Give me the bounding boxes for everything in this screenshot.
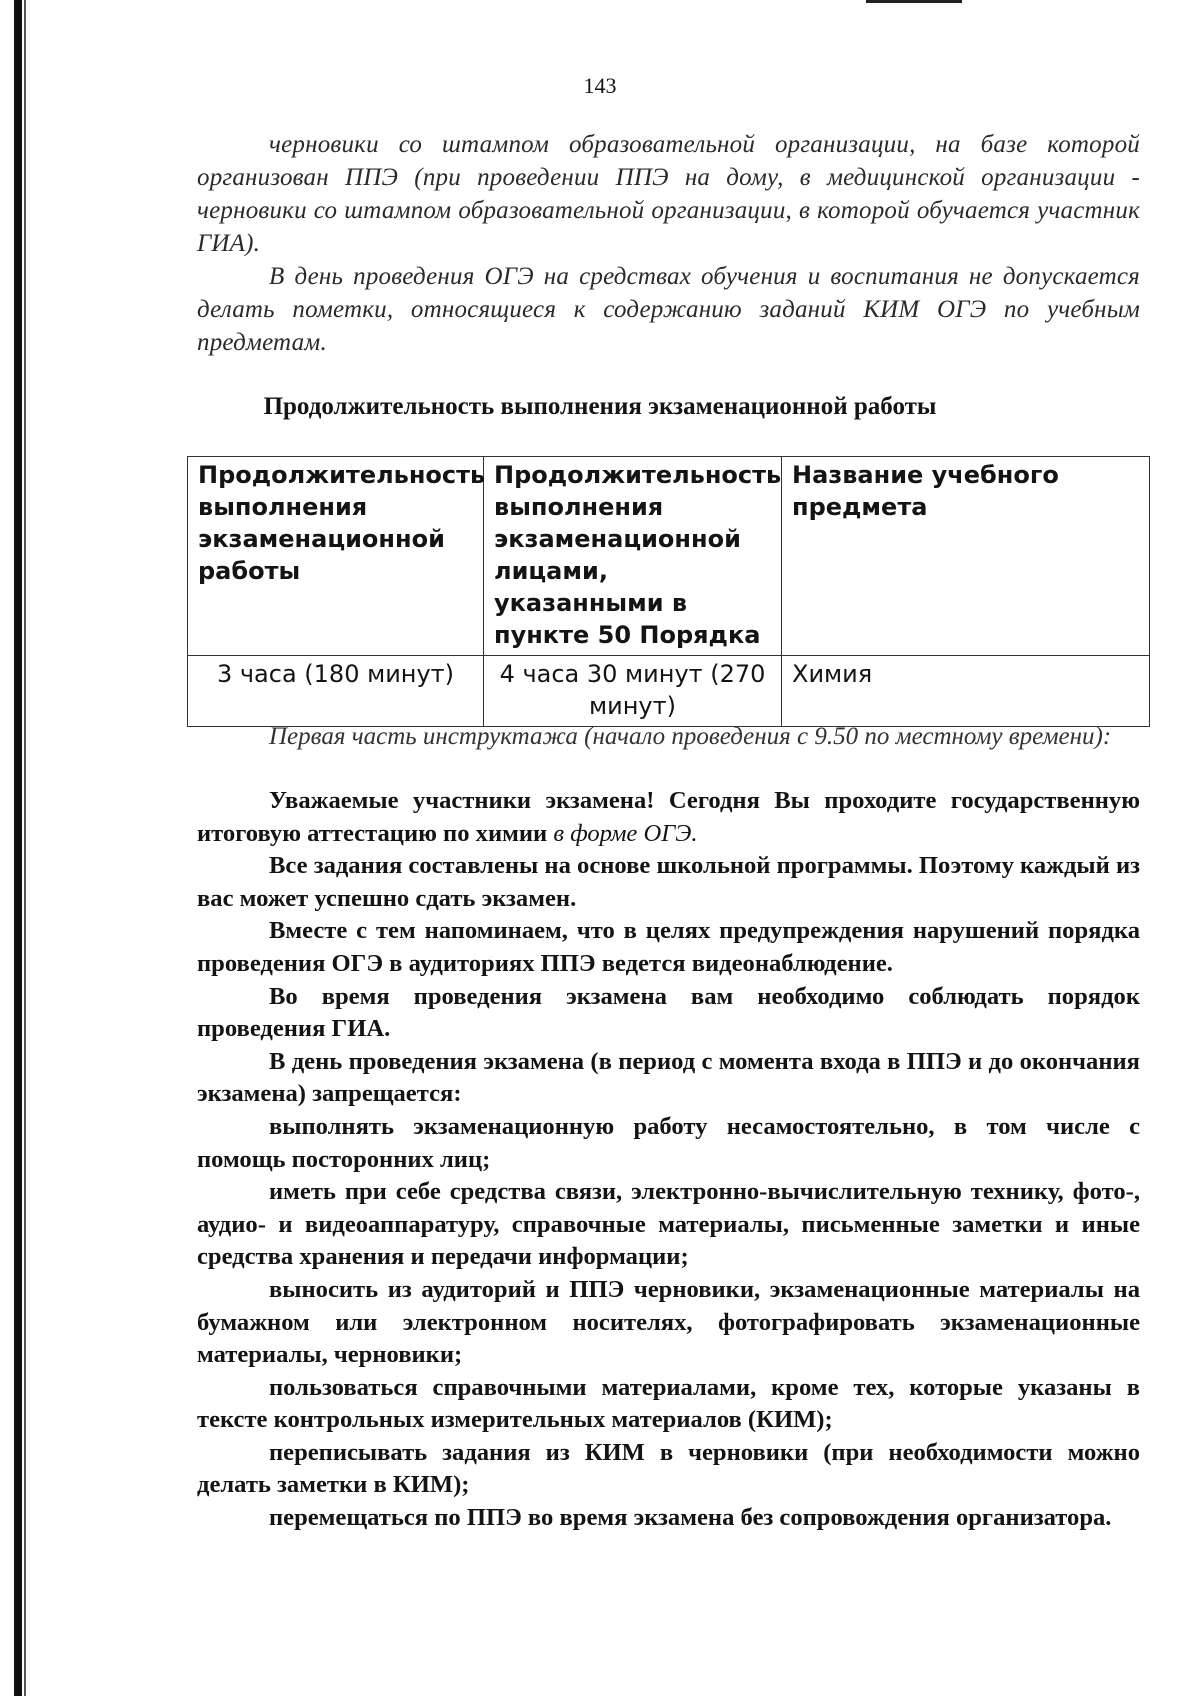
body-text <box>197 785 1140 1535</box>
body-paragraph-5: В день проведения экзамена (в период с момента входа в ППЭ и до окончания экзамена) запрещается: <box>197 1047 1140 1108</box>
rule-item-4: пользоваться справочными материалами, кроме тех, которые указаны в тексте контрольных измерительных материалов (КИМ); <box>197 1373 1140 1434</box>
scan-edge-shadow <box>14 0 22 1696</box>
page-number: 143 <box>583 73 617 98</box>
header-duration-special: Продолжительность выполнения экзаменационной лицами, указанными в пункте 50 Порядка <box>484 457 782 656</box>
body-paragraph-2: Все задания составлены на основе школьной программы. Поэтому каждый из вас может успешно сдать экзамен. <box>197 852 1140 912</box>
rule-item-6: перемещаться по ППЭ во время экзамена без сопровождения организатора. <box>269 1504 1112 1532</box>
body-paragraph-3: Вместе с тем напоминаем, что в целях предупреждения нарушений порядка проведения ОГЭ в аудиториях ППЭ ведется видеонаблюдение. <box>197 917 1140 977</box>
cell-subject: Химия <box>782 656 1150 727</box>
duration-table <box>187 456 1150 727</box>
scan-edge-line <box>24 0 26 1696</box>
rule-item-2: иметь при себе средства связи, электронно-вычислительную технику, фото-, аудио- и видеоаппаратуру, справочные материалы, письменные заметки и иные средства хранения и передачи информации; <box>197 1178 1140 1271</box>
rule-item-1: выполнять экзаменационную работу несамостоятельно, в том числе с помощь посторонних лиц; <box>197 1112 1140 1173</box>
cell-duration: 3 часа (180 минут) <box>188 656 484 727</box>
instruction-note: Первая часть инструктажа (начало проведения с 9.50 по местному времени): <box>269 723 1112 750</box>
rule-item-5: переписывать задания из КИМ в черновики (при необходимости можно делать заметки в КИМ); <box>197 1438 1140 1499</box>
greeting-text: Уважаемые участники экзамена! Сегодня Вы проходите государственную итоговую аттестацию по химии <box>197 787 1140 847</box>
header-duration: Продолжительность выполнения экзаменационной работы <box>188 457 484 656</box>
cell-duration-special: 4 часа 30 минут (270 минут) <box>484 656 782 727</box>
table-header-row <box>188 457 1150 656</box>
table-row <box>188 656 1150 727</box>
body-paragraph-1 <box>197 785 1140 850</box>
intro-paragraph-2: В день проведения ОГЭ на средствах обучения и воспитания не допускается делать пометки, относящиеся к содержанию заданий КИМ ОГЭ по учебным предметам. <box>197 263 1140 356</box>
intro-block <box>197 128 1140 359</box>
top-scan-mark <box>866 0 962 3</box>
section-title: Продолжительность выполнения экзаменационной работы <box>263 393 937 420</box>
rule-item-3: выносить из аудиторий и ППЭ черновики, экзаменационные материалы на бумажном или электронном носителях, фотографировать экзаменационные материалы, черновики; <box>197 1275 1140 1369</box>
header-subject: Название учебного предмета <box>782 457 1150 656</box>
greeting-italic: в форме ОГЭ. <box>553 819 698 847</box>
body-paragraph-4: Во время проведения экзамена вам необходимо соблюдать порядок проведения ГИА. <box>197 982 1140 1043</box>
intro-paragraph-1: черновики со штампом образовательной организации, на базе которой организован ППЭ (при проведении ППЭ на дому, в медицинской организации - черновики со штампом образовательной организации, в которой обучается участник ГИА). <box>197 131 1140 257</box>
